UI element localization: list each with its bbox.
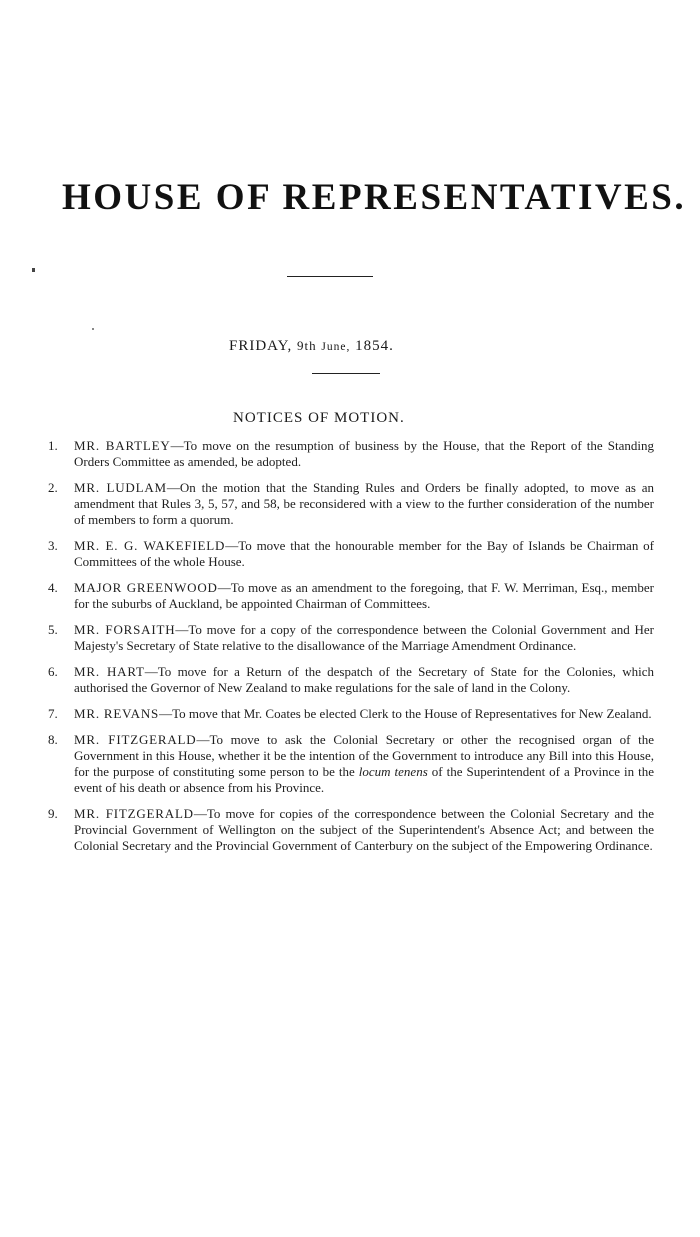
notice-item: [48, 806, 654, 854]
notice-text: —To move on the resumption of business by the House, that the Report of the Standing Orders Committee as amended, be adopted.: [74, 438, 654, 469]
notice-item: [48, 538, 654, 570]
notice-item: [48, 622, 654, 654]
notice-mover: MR. LUDLAM: [74, 480, 167, 495]
document-title: HOUSE OF REPRESENTATIVES.: [62, 177, 687, 218]
notice-mover: MR. FITZGERALD: [74, 806, 194, 821]
ink-speck: [92, 328, 94, 330]
notice-text: —To move as an amendment to the foregoing, that F. W. Merriman, Esq., member for the suburbs of Auckland, be appointed Chairman of Committees.: [74, 580, 654, 611]
notice-text: —To move that the honourable member for the Bay of Islands be Chairman of Committees of the whole House.: [74, 538, 654, 569]
ink-speck: [32, 268, 35, 272]
notice-text: —On the motion that the Standing Rules and Orders be finally adopted, to move as an amendment that Rules 3, 5, 57, and 58, be reconsidered with a view to the further consideration of the number of members to form a quorum.: [74, 480, 654, 527]
notice-number: 1.: [48, 438, 58, 453]
date-year: 1854.: [355, 338, 394, 354]
notice-mover: MR. FORSAITH: [74, 622, 176, 637]
notice-number: 4.: [48, 580, 58, 595]
notice-number: 8.: [48, 732, 58, 747]
notice-item: [48, 438, 654, 470]
notice-number: 6.: [48, 664, 58, 679]
notice-text: —To move for a Return of the despatch of the Secretary of State for the Colonies, which authorised the Governor of New Zealand to make regulations for the sale of land in the Colony.: [74, 664, 654, 695]
date-divider: [312, 373, 380, 374]
notice-text: —To move to ask the Colonial Secretary or other the recognised organ of the Government in this House, whether it be the intention of the Government to introduce any Bill into this House, for the purpose of constituting some person to be the: [74, 732, 654, 779]
notice-item: [48, 732, 654, 796]
section-heading: NOTICES OF MOTION.: [233, 410, 405, 426]
notice-item: [48, 664, 654, 696]
notice-text: —To move that Mr. Coates be elected Clerk to the House of Representatives for New Zealand.: [159, 706, 652, 721]
notice-mover: MR. REVANS: [74, 706, 160, 721]
date-day: 9th: [297, 338, 317, 353]
notice-number: 9.: [48, 806, 58, 821]
notice-mover: MR. FITZGERALD: [74, 732, 197, 747]
notice-mover: MR. BARTLEY: [74, 438, 171, 453]
notices-list: [48, 438, 654, 864]
notice-number: 2.: [48, 480, 58, 495]
notice-mover: MAJOR GREENWOOD: [74, 580, 218, 595]
notice-italic-term: locum tenens: [358, 764, 428, 779]
notice-number: 3.: [48, 538, 58, 553]
date-month: June,: [321, 341, 351, 353]
notice-mover: MR. E. G. WAKEFIELD: [74, 538, 226, 553]
notice-mover: MR. HART: [74, 664, 145, 679]
sitting-date: [229, 338, 394, 355]
notice-number: 5.: [48, 622, 58, 637]
notice-text: of the Superintendent of a Province in the event of his death or absence from his Province.: [74, 764, 654, 795]
notice-item: [48, 706, 654, 722]
title-divider: [287, 276, 373, 277]
notice-item: [48, 480, 654, 528]
notice-text: —To move for a copy of the correspondence between the Colonial Government and Her Majesty's Secretary of State relative to the disallowance of the Marriage Amendment Ordinance.: [74, 622, 654, 653]
notice-text: —To move for copies of the correspondence between the Colonial Secretary and the Provincial Government of Wellington on the subject of the Superintendent's Absence Act; and between the Colonial Secretary and the Provincial Government of Canterbury on the subject of the Empowering Ordinance.: [74, 806, 654, 853]
date-weekday: FRIDAY,: [229, 338, 293, 354]
notice-number: 7.: [48, 706, 58, 721]
notice-item: [48, 580, 654, 612]
